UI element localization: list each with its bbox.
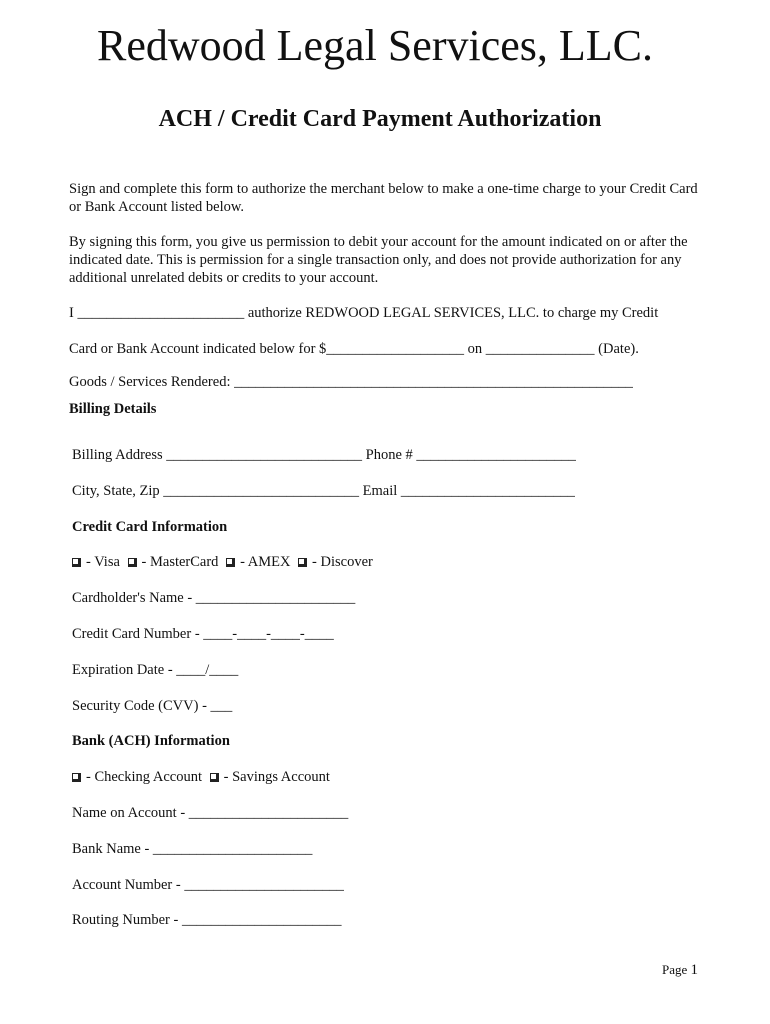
- routing-number-field: Routing Number - ______________________: [72, 912, 342, 928]
- company-name: Redwood Legal Services, LLC.: [97, 21, 653, 70]
- checking-option-label: - Checking Account: [86, 769, 202, 785]
- visa-option-label: - Visa: [86, 554, 120, 570]
- discover-checkbox-icon: [298, 558, 307, 567]
- authorization-line-2: Card or Bank Account indicated below for $___________________ on _______________ (Date).: [69, 341, 639, 357]
- billing-details-heading: Billing Details: [69, 401, 157, 417]
- discover-option-label: - Discover: [312, 554, 373, 570]
- authorization-line-1: I _______________________ authorize REDWOOD LEGAL SERVICES, LLC. to charge my Credit: [69, 305, 659, 321]
- account-number-field: Account Number - ______________________: [72, 877, 344, 893]
- credit-card-info-heading: Credit Card Information: [72, 519, 228, 535]
- page-number-value: 1: [690, 962, 699, 978]
- account-type-options: [72, 768, 334, 786]
- amex-checkbox-icon: [226, 558, 235, 567]
- page-number: [662, 961, 698, 979]
- credit-card-number-field: Credit Card Number - ____-____-____-____: [72, 626, 334, 642]
- goods-services-line: Goods / Services Rendered: _______________________________________________________: [69, 374, 633, 390]
- savings-option-label: - Savings Account: [223, 769, 330, 785]
- card-type-options: [72, 553, 377, 571]
- expiration-date-field: Expiration Date - ____/____: [72, 662, 239, 678]
- billing-address-phone-field: Billing Address ___________________________ Phone # ______________________: [72, 447, 576, 463]
- intro-paragraph-1: Sign and complete this form to authorize the merchant below to make a one-time charge to your Credit Card or Bank Account listed below.: [69, 181, 698, 215]
- bank-name-field: Bank Name - ______________________: [72, 841, 313, 857]
- mastercard-checkbox-icon: [128, 558, 137, 567]
- name-on-account-field: Name on Account - ______________________: [72, 805, 349, 821]
- page-label: Page: [662, 962, 688, 977]
- checking-checkbox-icon: [72, 773, 81, 782]
- savings-checkbox-icon: [210, 773, 219, 782]
- visa-checkbox-icon: [72, 558, 81, 567]
- mastercard-option-label: - MasterCard: [141, 554, 219, 570]
- form-title: ACH / Credit Card Payment Authorization: [158, 106, 602, 132]
- cardholder-name-field: Cardholder's Name - ______________________: [72, 590, 356, 606]
- bank-info-heading: Bank (ACH) Information: [72, 733, 230, 749]
- intro-paragraph-2: By signing this form, you give us permission to debit your account for the amount indicated on or after the indicated date. This is permission for a single transaction only, and does not provide authorization for any additional unrelated debits or credits to your account.: [69, 234, 688, 286]
- security-code-field: Security Code (CVV) - ___: [72, 698, 233, 714]
- amex-option-label: - AMEX: [240, 554, 291, 570]
- city-state-zip-email-field: City, State, Zip ___________________________ Email ________________________: [72, 483, 575, 499]
